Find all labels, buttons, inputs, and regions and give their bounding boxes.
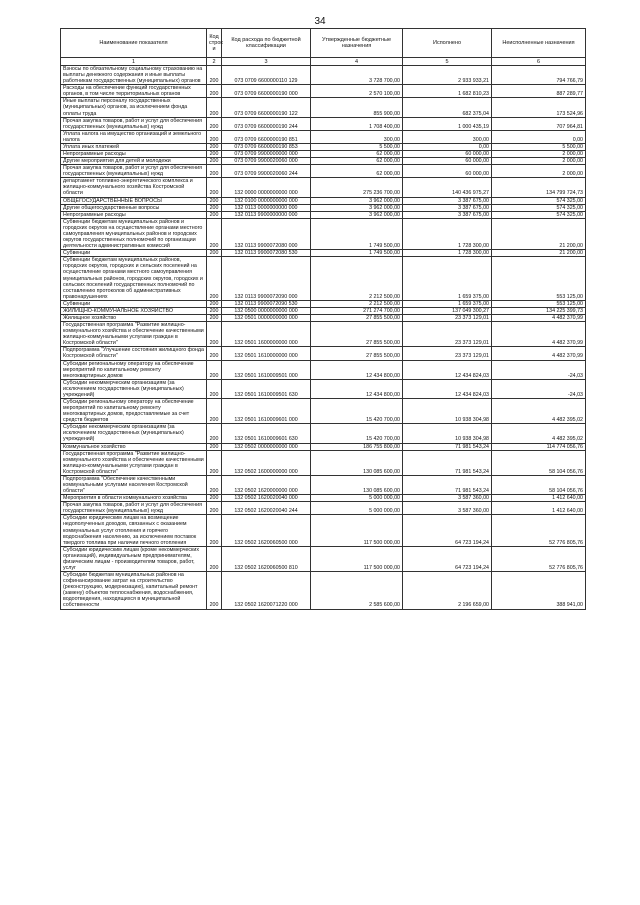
row-name: Прочая закупка товаров, работ и услуг для обеспечения государственных (муниципальных) нужд — [61, 117, 207, 130]
row-budget-code: 132 0501 1610009501 000 — [222, 360, 311, 379]
table-row — [61, 66, 586, 85]
row-line-code: 200 — [207, 314, 222, 321]
row-approved: 5 000 000,00 — [311, 495, 403, 502]
row-line-code: 200 — [207, 322, 222, 347]
row-executed: 2 196 659,00 — [403, 572, 492, 609]
row-name: Непрограммные расходы — [61, 151, 207, 158]
row-budget-code: 132 0113 9900072080 000 — [222, 218, 311, 249]
row-approved: 2 585 600,00 — [311, 572, 403, 609]
row-executed: 3 587 360,00 — [403, 495, 492, 502]
table-row — [61, 443, 586, 450]
row-unexecuted: 134 225 399,73 — [492, 307, 586, 314]
row-approved: 117 500 000,00 — [311, 546, 403, 571]
row-executed: 23 373 129,01 — [403, 322, 492, 347]
row-approved: 27 855 500,00 — [311, 314, 403, 321]
row-budget-code: 073 0709 9900020060 244 — [222, 165, 311, 178]
row-line-code: 200 — [207, 450, 222, 475]
row-budget-code: 132 0100 0000000000 000 — [222, 197, 311, 204]
row-budget-code: 132 0113 9900000000 000 — [222, 211, 311, 218]
column-number: 6 — [492, 58, 586, 66]
row-line-code: 200 — [207, 502, 222, 515]
row-unexecuted: 574 325,00 — [492, 197, 586, 204]
table-row — [61, 178, 586, 197]
row-line-code: 200 — [207, 98, 222, 117]
row-approved: 1 749 500,00 — [311, 250, 403, 257]
row-budget-code: 073 0709 6600000110 129 — [222, 66, 311, 85]
row-line-code: 200 — [207, 204, 222, 211]
row-budget-code: 132 0500 0000000000 000 — [222, 307, 311, 314]
row-approved: 186 755 800,00 — [311, 443, 403, 450]
row-unexecuted: 52 776 805,76 — [492, 515, 586, 546]
row-unexecuted: 4 482 395,02 — [492, 398, 586, 423]
row-executed: 1 659 375,00 — [403, 257, 492, 301]
row-budget-code: 073 0709 6600000190 244 — [222, 117, 311, 130]
row-line-code: 200 — [207, 130, 222, 143]
table-row — [61, 211, 586, 218]
row-approved: 5 500,00 — [311, 143, 403, 150]
row-name: Субвенции — [61, 250, 207, 257]
row-approved: 62 000,00 — [311, 158, 403, 165]
row-unexecuted: 5 500,00 — [492, 143, 586, 150]
row-unexecuted: 794 766,79 — [492, 66, 586, 85]
row-name: ЖИЛИЩНО-КОММУНАЛЬНОЕ ХОЗЯЙСТВО — [61, 307, 207, 314]
row-name: Прочая закупка товаров, работ и услуг для обеспечения государственных (муниципальных) нужд — [61, 502, 207, 515]
table-row — [61, 347, 586, 360]
row-name: Мероприятия в области коммунального хозяйства — [61, 495, 207, 502]
row-executed: 23 373 129,01 — [403, 314, 492, 321]
table-row — [61, 98, 586, 117]
row-approved: 130 085 600,00 — [311, 475, 403, 494]
row-name: Субсидии бюджетам муниципальных районов на софинансирование затрат на строительство (реконструкцию, модернизацию), капитальный ремонт (замену) объектов теплоснабжения, водоснабжения, водоотведения, находящихся в муниципальной собственности — [61, 572, 207, 609]
row-executed: 0,00 — [403, 143, 492, 150]
row-executed: 71 981 543,24 — [403, 450, 492, 475]
row-unexecuted: 553 125,00 — [492, 257, 586, 301]
row-unexecuted: 574 325,00 — [492, 211, 586, 218]
row-budget-code: 132 0113 9900072090 000 — [222, 257, 311, 301]
row-executed: 1 000 435,19 — [403, 117, 492, 130]
row-approved: 3 962 000,00 — [311, 211, 403, 218]
row-line-code: 200 — [207, 443, 222, 450]
table-row — [61, 143, 586, 150]
row-line-code: 200 — [207, 257, 222, 301]
row-executed: 2 933 933,21 — [403, 66, 492, 85]
row-name: Расходы на обеспечение функций государственных органов, в том числе территориальных органов — [61, 85, 207, 98]
table-row — [61, 158, 586, 165]
row-name: Непрограммные расходы — [61, 211, 207, 218]
row-unexecuted: 707 964,81 — [492, 117, 586, 130]
row-name: Государственная программа "Развитие жилищно-коммунального хозяйства и обеспечение качественными жилищно-коммунальными услугами граждан в Костромской области" — [61, 450, 207, 475]
table-row — [61, 130, 586, 143]
table-row — [61, 572, 586, 609]
row-name: Уплата иных платежей — [61, 143, 207, 150]
row-budget-code: 132 0501 1610009501 630 — [222, 379, 311, 398]
row-unexecuted: 0,00 — [492, 130, 586, 143]
table-row — [61, 307, 586, 314]
table-row — [61, 322, 586, 347]
column-number-row — [61, 58, 586, 66]
row-approved: 27 855 500,00 — [311, 322, 403, 347]
row-unexecuted: 2 000,00 — [492, 158, 586, 165]
row-budget-code: 073 0709 6600000190 122 — [222, 98, 311, 117]
row-approved: 12 434 800,00 — [311, 360, 403, 379]
row-budget-code: 132 0113 9900072090 530 — [222, 300, 311, 307]
row-executed: 23 373 129,01 — [403, 347, 492, 360]
row-line-code: 200 — [207, 178, 222, 197]
row-budget-code: 132 0501 0000000000 000 — [222, 314, 311, 321]
row-budget-code: 132 0501 1600000000 000 — [222, 322, 311, 347]
row-budget-code: 132 0502 1620060500 000 — [222, 515, 311, 546]
row-approved: 62 000,00 — [311, 151, 403, 158]
header-name: Наименование показателя — [61, 29, 207, 58]
column-number: 5 — [403, 58, 492, 66]
table-row — [61, 165, 586, 178]
row-line-code: 200 — [207, 143, 222, 150]
row-executed: 64 723 194,24 — [403, 515, 492, 546]
table-row — [61, 495, 586, 502]
row-line-code: 200 — [207, 572, 222, 609]
row-executed: 300,00 — [403, 130, 492, 143]
table-row — [61, 250, 586, 257]
row-unexecuted: 574 325,00 — [492, 204, 586, 211]
header-line-code: Код строк и — [207, 29, 222, 58]
row-name: Субсидии региональному оператору на обеспечение мероприятий по капитальному ремонту многоквартирных домов — [61, 360, 207, 379]
row-name: Государственная программа "Развитие жилищно-коммунального хозяйства и обеспечение качественными жилищно-коммунальными услугами граждан в Костромской области" — [61, 322, 207, 347]
table-body — [61, 66, 586, 610]
row-approved: 5 000 000,00 — [311, 502, 403, 515]
row-executed: 71 981 543,24 — [403, 443, 492, 450]
table-row — [61, 546, 586, 571]
row-approved: 1 749 500,00 — [311, 218, 403, 249]
row-unexecuted: -24,03 — [492, 379, 586, 398]
row-line-code: 200 — [207, 424, 222, 443]
row-budget-code: 073 0709 6600000190 853 — [222, 143, 311, 150]
row-line-code: 200 — [207, 475, 222, 494]
row-budget-code: 132 0502 1620020040 000 — [222, 495, 311, 502]
row-line-code: 200 — [207, 85, 222, 98]
row-name: Взносы по обязательному социальному страхованию на выплаты денежного содержания и иные выплаты работникам государственных (муниципальных) органов — [61, 66, 207, 85]
row-name: ОБЩЕГОСУДАРСТВЕННЫЕ ВОПРОСЫ — [61, 197, 207, 204]
row-executed: 60 000,00 — [403, 165, 492, 178]
row-line-code: 200 — [207, 218, 222, 249]
row-line-code: 200 — [207, 165, 222, 178]
row-name: Субвенции бюджетам муниципальных районов, городских округов, городских и сельских поселений на осуществление органами местного самоуправления муниципальных районов, городских округов, городских и сельских поселений государственных полномочий по составлению протоколов об административных правонарушениях — [61, 257, 207, 301]
row-unexecuted: 21 200,00 — [492, 218, 586, 249]
row-name: Коммунальное хозяйство — [61, 443, 207, 450]
column-number: 3 — [222, 58, 311, 66]
row-name: Другие общегосударственные вопросы — [61, 204, 207, 211]
row-executed: 3 387 675,00 — [403, 211, 492, 218]
row-name: Субсидии юридическим лицам (кроме некоммерческих организаций), индивидуальным предпринимателям, физическим лицам - производителям товаров, работ, услуг — [61, 546, 207, 571]
row-approved: 12 434 800,00 — [311, 379, 403, 398]
row-approved: 117 500 000,00 — [311, 515, 403, 546]
row-executed: 12 434 824,03 — [403, 360, 492, 379]
row-approved: 300,00 — [311, 130, 403, 143]
row-line-code: 200 — [207, 300, 222, 307]
row-unexecuted: 21 200,00 — [492, 250, 586, 257]
row-executed: 3 387 675,00 — [403, 204, 492, 211]
row-unexecuted: 4 482 370,99 — [492, 322, 586, 347]
row-line-code: 200 — [207, 495, 222, 502]
row-name: Иные выплаты персоналу государственных (муниципальных) органов, за исключением фонда оплаты труда — [61, 98, 207, 117]
table-row — [61, 379, 586, 398]
row-unexecuted: 388 941,00 — [492, 572, 586, 609]
row-name: департамент топливно-энергетического комплекса и жилищно-коммунального хозяйства Костромской области — [61, 178, 207, 197]
table-row — [61, 218, 586, 249]
table-row — [61, 197, 586, 204]
row-executed: 60 000,00 — [403, 151, 492, 158]
row-line-code: 200 — [207, 515, 222, 546]
row-line-code: 200 — [207, 307, 222, 314]
row-name: Субвенции — [61, 300, 207, 307]
table-row — [61, 300, 586, 307]
row-unexecuted: 4 482 370,99 — [492, 347, 586, 360]
row-approved: 3 962 000,00 — [311, 204, 403, 211]
table-row — [61, 257, 586, 301]
budget-execution-table — [60, 28, 586, 610]
row-approved: 15 420 700,00 — [311, 398, 403, 423]
row-executed: 71 981 543,24 — [403, 475, 492, 494]
row-line-code: 200 — [207, 398, 222, 423]
row-executed: 10 938 304,98 — [403, 424, 492, 443]
row-unexecuted: 2 000,00 — [492, 151, 586, 158]
row-approved: 3 962 000,00 — [311, 197, 403, 204]
row-name: Субсидии юридическим лицам на возмещение недополученных доходов, связанных с оказанием коммунальных услуг отопления и горячего водоснабжения населению, за исключением поставок твердого топлива при наличии печного отопления — [61, 515, 207, 546]
row-name: Уплата налога на имущество организаций и земельного налога — [61, 130, 207, 143]
row-line-code: 200 — [207, 197, 222, 204]
row-executed: 137 049 300,27 — [403, 307, 492, 314]
row-budget-code: 073 0709 6600000190 000 — [222, 85, 311, 98]
page-number: 34 — [314, 16, 326, 27]
row-approved: 275 236 700,00 — [311, 178, 403, 197]
row-name: Прочая закупка товаров, работ и услуг для обеспечения государственных (муниципальных) нужд — [61, 165, 207, 178]
row-line-code: 200 — [207, 117, 222, 130]
row-executed: 3 587 360,00 — [403, 502, 492, 515]
row-executed: 140 436 975,27 — [403, 178, 492, 197]
row-executed: 1 682 810,23 — [403, 85, 492, 98]
row-unexecuted: 4 482 395,02 — [492, 424, 586, 443]
row-approved: 3 728 700,00 — [311, 66, 403, 85]
row-budget-code: 073 0709 9900020060 000 — [222, 158, 311, 165]
row-approved: 1 708 400,00 — [311, 117, 403, 130]
row-name: Подпрограмма "Улучшение состояния жилищного фонда Костромской области" — [61, 347, 207, 360]
column-number: 2 — [207, 58, 222, 66]
row-name: Субсидии некоммерческим организациям (за исключением государственных (муниципальных) учреждений) — [61, 379, 207, 398]
row-unexecuted: -24,03 — [492, 360, 586, 379]
row-budget-code: 132 0502 1600000000 000 — [222, 450, 311, 475]
row-budget-code: 132 0502 1620020040 244 — [222, 502, 311, 515]
header-executed: Исполнено — [403, 29, 492, 58]
row-approved: 2 212 500,00 — [311, 300, 403, 307]
row-approved: 62 000,00 — [311, 165, 403, 178]
table-row — [61, 502, 586, 515]
row-line-code: 200 — [207, 211, 222, 218]
row-budget-code: 132 0501 1610009601 630 — [222, 424, 311, 443]
row-budget-code: 132 0501 1610009601 000 — [222, 398, 311, 423]
row-budget-code: 132 0502 1620060500 810 — [222, 546, 311, 571]
header-budget-code: Код расхода по бюджетной классификации — [222, 29, 311, 58]
row-line-code: 200 — [207, 546, 222, 571]
table-row — [61, 151, 586, 158]
row-unexecuted: 58 104 056,76 — [492, 450, 586, 475]
table-row — [61, 475, 586, 494]
table-row — [61, 450, 586, 475]
header-approved: Утвержденные бюджетные назначения — [311, 29, 403, 58]
row-unexecuted: 134 799 724,73 — [492, 178, 586, 197]
row-approved: 2 212 500,00 — [311, 257, 403, 301]
row-executed: 1 728 300,00 — [403, 218, 492, 249]
row-name: Жилищное хозяйство — [61, 314, 207, 321]
row-unexecuted: 4 482 370,99 — [492, 314, 586, 321]
row-budget-code: 132 0502 1620000000 000 — [222, 475, 311, 494]
row-line-code: 200 — [207, 66, 222, 85]
table-row — [61, 398, 586, 423]
row-budget-code: 073 0709 9900000000 000 — [222, 151, 311, 158]
row-budget-code: 132 0501 1610000000 000 — [222, 347, 311, 360]
row-approved: 271 274 700,00 — [311, 307, 403, 314]
row-executed: 12 434 824,03 — [403, 379, 492, 398]
row-line-code: 200 — [207, 360, 222, 379]
row-executed: 3 387 675,00 — [403, 197, 492, 204]
row-name: Подпрограмма "Обеспечение качественными коммунальными услугами населения Костромской области" — [61, 475, 207, 494]
row-executed: 682 375,04 — [403, 98, 492, 117]
row-unexecuted: 887 289,77 — [492, 85, 586, 98]
column-number: 4 — [311, 58, 403, 66]
row-budget-code: 073 0709 6600000190 851 — [222, 130, 311, 143]
row-executed: 1 659 375,00 — [403, 300, 492, 307]
column-number: 1 — [61, 58, 207, 66]
row-name: Субвенции бюджетам муниципальных районов и городских округов на осуществление органами местного самоуправления муниципальных районов и городских округов государственных полномочий по организации деятельности административных комиссий — [61, 218, 207, 249]
row-executed: 10 938 304,98 — [403, 398, 492, 423]
row-unexecuted: 114 774 056,76 — [492, 443, 586, 450]
table-row — [61, 360, 586, 379]
row-line-code: 200 — [207, 347, 222, 360]
row-name: Субсидии некоммерческим организациям (за исключением государственных (муниципальных) учреждений) — [61, 424, 207, 443]
row-unexecuted: 173 524,96 — [492, 98, 586, 117]
row-unexecuted: 2 000,00 — [492, 165, 586, 178]
row-approved: 15 420 700,00 — [311, 424, 403, 443]
row-name: Субсидии региональному оператору на обеспечение мероприятий по капитальному ремонту многоквартирных домов, предоставляемые за счет средств бюджетов — [61, 398, 207, 423]
row-budget-code: 132 0000 0000000000 000 — [222, 178, 311, 197]
row-approved: 855 900,00 — [311, 98, 403, 117]
row-line-code: 200 — [207, 250, 222, 257]
row-budget-code: 132 0113 0000000000 000 — [222, 204, 311, 211]
table-row — [61, 314, 586, 321]
row-budget-code: 132 0502 1620071220 000 — [222, 572, 311, 609]
row-approved: 27 855 500,00 — [311, 347, 403, 360]
table-row — [61, 515, 586, 546]
row-unexecuted: 553 125,00 — [492, 300, 586, 307]
row-unexecuted: 1 412 640,00 — [492, 502, 586, 515]
row-line-code: 200 — [207, 151, 222, 158]
row-approved: 2 570 100,00 — [311, 85, 403, 98]
row-approved: 130 085 600,00 — [311, 450, 403, 475]
row-line-code: 200 — [207, 158, 222, 165]
table-row — [61, 85, 586, 98]
row-line-code: 200 — [207, 379, 222, 398]
row-unexecuted: 58 104 056,76 — [492, 475, 586, 494]
row-unexecuted: 1 412 640,00 — [492, 495, 586, 502]
row-budget-code: 132 0113 9900072080 530 — [222, 250, 311, 257]
row-executed: 60 000,00 — [403, 158, 492, 165]
table-header-row — [61, 29, 586, 58]
table-row — [61, 204, 586, 211]
row-budget-code: 132 0502 0000000000 000 — [222, 443, 311, 450]
table-row — [61, 424, 586, 443]
row-executed: 64 723 194,24 — [403, 546, 492, 571]
row-name: Другие мероприятия для детей и молодежи — [61, 158, 207, 165]
header-unexecuted: Неисполненные назначения — [492, 29, 586, 58]
table-row — [61, 117, 586, 130]
row-unexecuted: 52 776 805,76 — [492, 546, 586, 571]
row-executed: 1 728 300,00 — [403, 250, 492, 257]
